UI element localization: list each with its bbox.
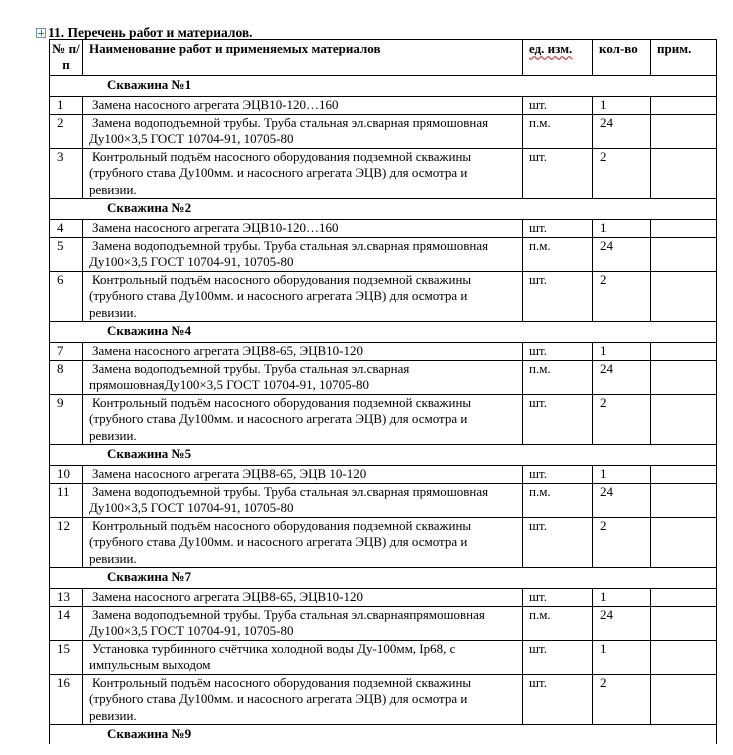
section-heading [36,26,253,40]
cell-num: 9 [50,394,83,445]
cell-name: Замена водоподъемной трубы. Труба стальная эл.сварнаяпрямошовная Ду100×3,5 ГОСТ 10704-91, 10705-80 [83,606,523,640]
cell-unit: шт. [523,394,593,445]
table-row [50,640,717,674]
cell-qty: 24 [593,114,651,148]
cell-unit: п.м. [523,360,593,394]
cell-note [651,589,717,607]
cell-num: 10 [50,466,83,484]
cell-qty: 1 [593,466,651,484]
table-row [50,237,717,271]
cell-qty: 1 [593,640,651,674]
cell-note [651,148,717,199]
cell-name: Контрольный подъём насосного оборудования подземной скважины (трубного става Ду100мм. и насосного агрегата ЭЦВ) для осмотра и ревизии. [83,148,523,199]
cell-qty: 2 [593,148,651,199]
cell-unit: шт. [523,589,593,607]
cell-num: 5 [50,237,83,271]
cell-unit: п.м. [523,483,593,517]
table-row [50,148,717,199]
table-row [50,483,717,517]
cell-unit: шт. [523,466,593,484]
heading-text: 11. Перечень работ и материалов. [48,25,253,40]
table-move-handle-icon[interactable] [36,28,46,38]
section-row [50,568,717,589]
table-header-row [50,40,717,76]
cell-note [651,466,717,484]
section-row [50,76,717,97]
cell-name: Замена насосного агрегата ЭЦВ10-120…160 [83,97,523,115]
col-header-name: Наименование работ и применяемых материалов [83,40,523,76]
table-row [50,114,717,148]
table-row [50,220,717,238]
cell-num: 1 [50,97,83,115]
cell-num: 14 [50,606,83,640]
table-row [50,97,717,115]
cell-unit: п.м. [523,606,593,640]
cell-name: Замена насосного агрегата ЭЦВ8-65, ЭЦВ10-120 [83,589,523,607]
cell-qty: 1 [593,589,651,607]
cell-unit: шт. [523,640,593,674]
cell-qty: 2 [593,674,651,725]
cell-qty: 24 [593,360,651,394]
cell-qty: 2 [593,271,651,322]
table-row [50,394,717,445]
cell-qty: 24 [593,237,651,271]
works-table-body [50,40,717,745]
cell-unit: шт. [523,517,593,568]
section-row [50,322,717,343]
cell-num: 3 [50,148,83,199]
cell-name: Замена насосного агрегата ЭЦВ10-120…160 [83,220,523,238]
cell-note [651,674,717,725]
col-header-qty: кол-во [593,40,651,76]
cell-note [651,360,717,394]
section-title: Скважина №5 [50,445,717,466]
cell-name: Замена водоподъемной трубы. Труба стальная эл.сварная прямошовная Ду100×3,5 ГОСТ 10704-91, 10705-80 [83,483,523,517]
cell-note [651,394,717,445]
cell-num: 2 [50,114,83,148]
table-row [50,674,717,725]
cell-num: 7 [50,343,83,361]
cell-note [651,237,717,271]
cell-qty: 1 [593,97,651,115]
cell-note [651,97,717,115]
cell-unit: п.м. [523,237,593,271]
cell-name: Контрольный подъём насосного оборудования подземной скважины (трубного става Ду100мм. и насосного агрегата ЭЦВ) для осмотра и ревизии. [83,674,523,725]
table-row [50,343,717,361]
section-row [50,445,717,466]
table-row [50,360,717,394]
cell-num: 11 [50,483,83,517]
section-title: Скважина №9 [50,725,717,745]
cell-note [651,220,717,238]
section-title: Скважина №1 [50,76,717,97]
cell-qty: 1 [593,343,651,361]
cell-name: Замена насосного агрегата ЭЦВ8-65, ЭЦВ 10-120 [83,466,523,484]
col-header-unit: ед. изм. [523,40,593,76]
cell-qty: 2 [593,517,651,568]
table-row [50,271,717,322]
col-header-num: № п/п [50,40,83,76]
table-row [50,589,717,607]
cell-name: Контрольный подъём насосного оборудования подземной скважины (трубного става Ду100мм. и насосного агрегата ЭЦВ) для осмотра и ревизии. [83,394,523,445]
section-title: Скважина №4 [50,322,717,343]
cell-qty: 24 [593,606,651,640]
cell-note [651,271,717,322]
cell-unit: шт. [523,674,593,725]
cell-note [651,483,717,517]
cell-name: Замена насосного агрегата ЭЦВ8-65, ЭЦВ10-120 [83,343,523,361]
cell-unit: шт. [523,97,593,115]
col-header-note: прим. [651,40,717,76]
works-table [49,39,717,744]
cell-qty: 1 [593,220,651,238]
cell-name: Установка турбинного счётчика холодной воды Ду-100мм, Ip68, с импульсным выходом [83,640,523,674]
section-row [50,725,717,745]
cell-note [651,640,717,674]
cell-name: Замена водоподъемной трубы. Труба стальная эл.сварная прямошовная Ду100×3,5 ГОСТ 10704-91, 10705-80 [83,237,523,271]
cell-num: 12 [50,517,83,568]
cell-unit: шт. [523,220,593,238]
table-row [50,466,717,484]
cell-unit: шт. [523,343,593,361]
cell-qty: 24 [593,483,651,517]
cell-note [651,517,717,568]
cell-name: Замена водоподъемной трубы. Труба стальная эл.сварная прямошовная Ду100×3,5 ГОСТ 10704-91, 10705-80 [83,114,523,148]
cell-note [651,114,717,148]
cell-num: 16 [50,674,83,725]
cell-num: 6 [50,271,83,322]
cell-num: 8 [50,360,83,394]
cell-note [651,343,717,361]
cell-qty: 2 [593,394,651,445]
cell-unit: шт. [523,271,593,322]
section-row [50,199,717,220]
cell-note [651,606,717,640]
cell-num: 15 [50,640,83,674]
section-title: Скважина №2 [50,199,717,220]
section-title: Скважина №7 [50,568,717,589]
cell-unit: п.м. [523,114,593,148]
cell-unit: шт. [523,148,593,199]
cell-num: 4 [50,220,83,238]
cell-name: Контрольный подъём насосного оборудования подземной скважины (трубного става Ду100мм. и насосного агрегата ЭЦВ) для осмотра и ревизии. [83,271,523,322]
cell-name: Замена водоподъемной трубы. Труба стальная эл.сварная прямошовнаяДу100×3,5 ГОСТ 10704-91, 10705-80 [83,360,523,394]
cell-num: 13 [50,589,83,607]
table-row [50,606,717,640]
cell-name: Контрольный подъём насосного оборудования подземной скважины (трубного става Ду100мм. и насосного агрегата ЭЦВ) для осмотра и ревизии. [83,517,523,568]
table-row [50,517,717,568]
